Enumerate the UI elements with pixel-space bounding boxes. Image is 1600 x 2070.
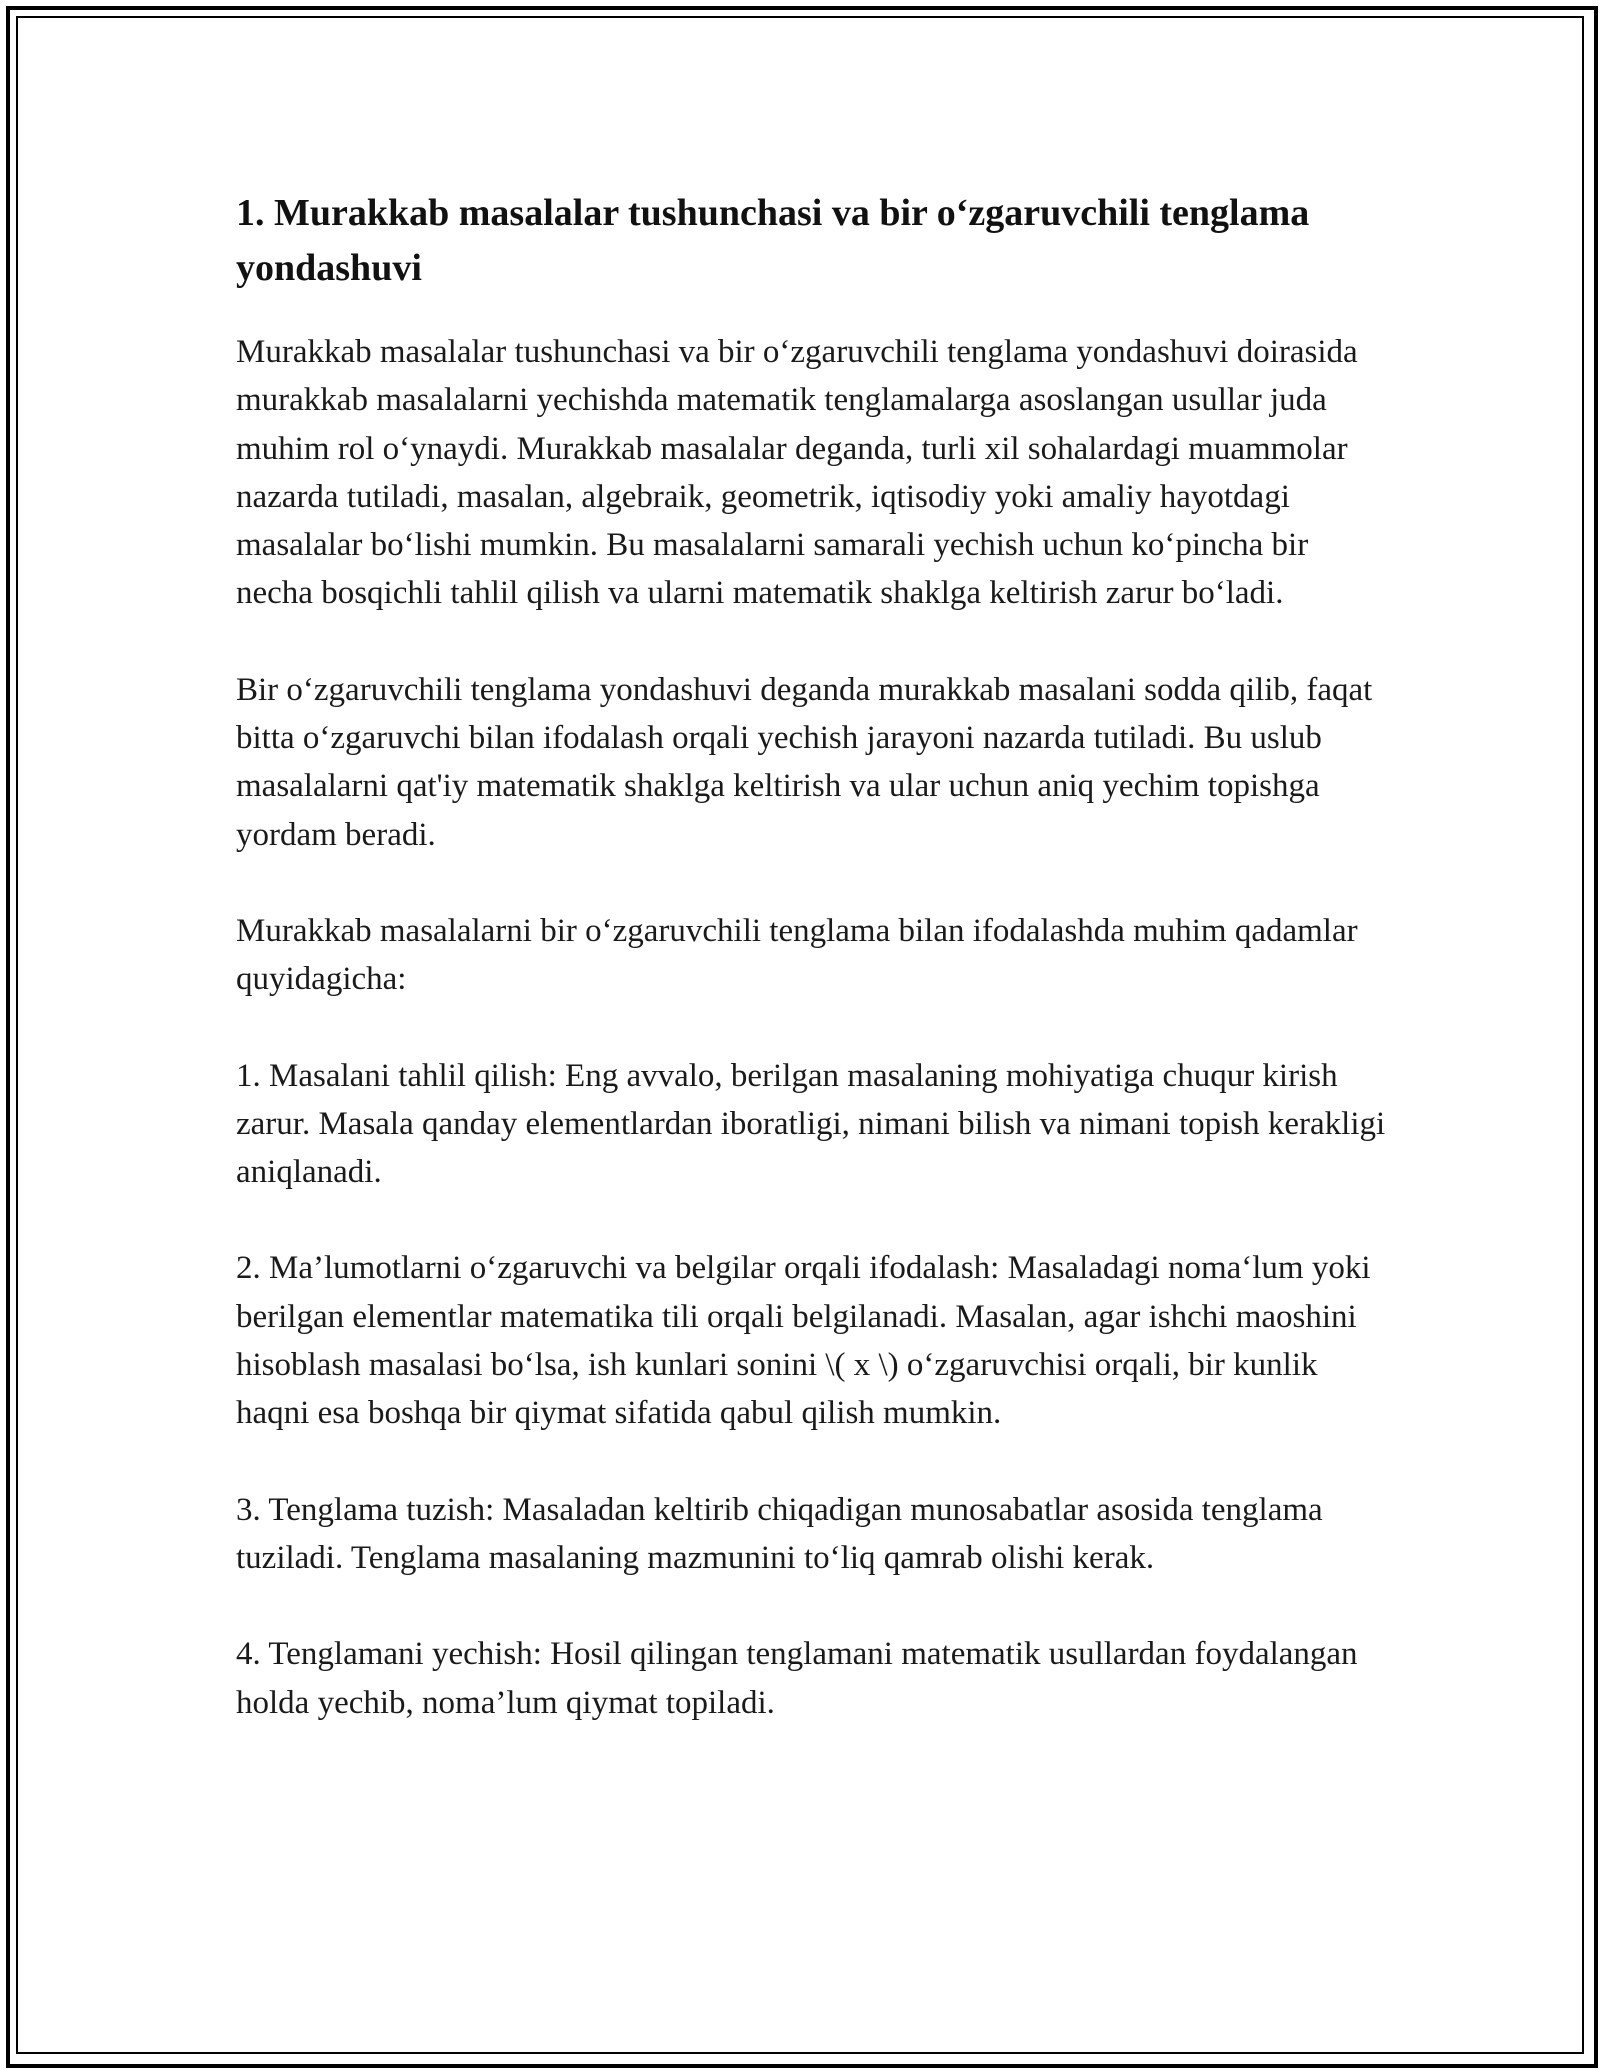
step-2-paragraph: 2. Ma’lumotlarni o‘zgaruvchi va belgilar orqali ifodalash: Masaladagi noma‘lum yoki berilgan elementlar matematika tili orqali belgilanadi. Masalan, agar ishchi maoshini hisoblash masalasi bo‘lsa, ish kunlari sonini \( x \) o‘zgaruvchisi orqali, bir kunlik haqni esa boshqa bir qiymat sifatida qabul qilish mumkin. [236, 1250, 1371, 1432]
section-heading: 1. Murakkab masalalar tushunchasi va bir o‘zgaruvchili tenglama yondashuvi [236, 192, 1310, 289]
steps-intro-paragraph: Murakkab masalalarni bir o‘zgaruvchili tenglama bilan ifodalashda muhim qadamlar quyidagicha: [236, 912, 1358, 998]
document-body [236, 186, 1386, 1727]
step-4-paragraph: 4. Tenglamani yechish: Hosil qilingan tenglamani matematik usullardan foydalangan holda yechib, noma’lum qiymat topiladi. [236, 1636, 1358, 1721]
intro-paragraph: Murakkab masalalar tushunchasi va bir o‘zgaruvchili tenglama yondashuvi doirasida murakkab masalalarni yechishda matematik tenglamalarga asoslangan usullar juda muhim rol o‘ynaydi. Murakkab masalalar deganda, turli xil sohalardagi muammolar nazarda tutiladi, masalan, algebraik, geometrik, iqtisodiy yoki amaliy hayotdagi masalalar bo‘lishi mumkin. Bu masalalarni samarali yechish uchun ko‘pincha bir necha bosqichli tahlil qilish va ularni matematik shaklga keltirish zarur bo‘ladi. [236, 334, 1358, 612]
approach-paragraph: Bir o‘zgaruvchili tenglama yondashuvi deganda murakkab masalani sodda qilib, faqat bitta o‘zgaruvchi bilan ifodalash orqali yechish jarayoni nazarda tutiladi. Bu uslub masalalarni qat'iy matematik shaklga keltirish va ular uchun aniq yechim topishga yordam beradi. [236, 671, 1373, 853]
step-3-paragraph: 3. Tenglama tuzish: Masaladan keltirib chiqadigan munosabatlar asosida tenglama tuziladi. Tenglama masalaning mazmunini to‘liq qamrab olishi kerak. [236, 1491, 1323, 1576]
step-1-paragraph: 1. Masalani tahlil qilish: Eng avvalo, berilgan masalaning mohiyatiga chuqur kirish zarur. Masala qanday elementlardan iboratligi, nimani bilish va nimani topish kerakligi aniqlanadi. [236, 1057, 1386, 1191]
